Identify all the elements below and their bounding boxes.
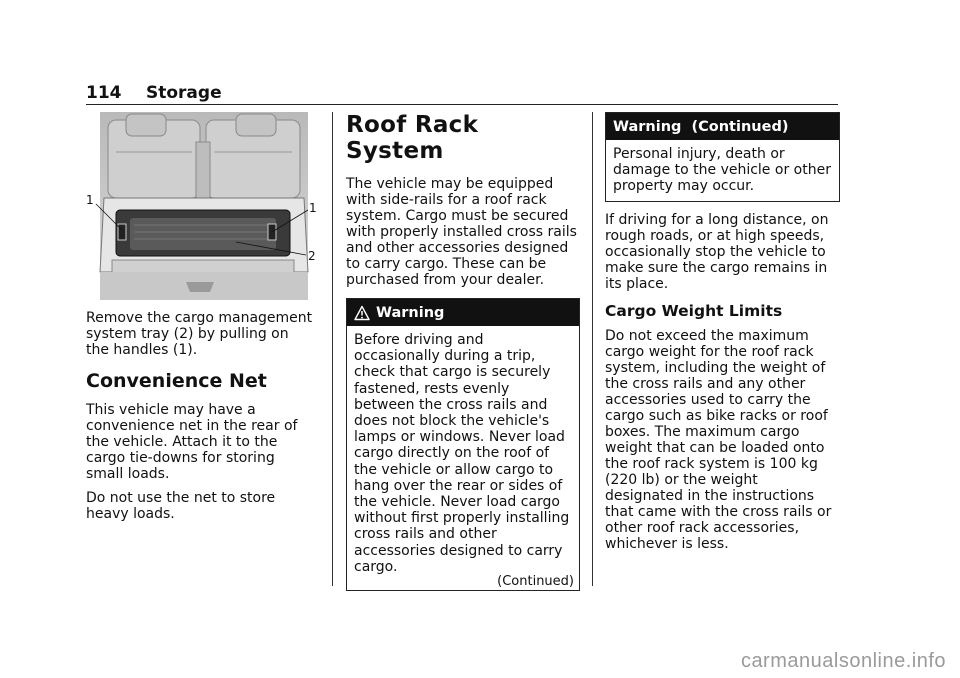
heading-cargo-weight-limits: Cargo Weight Limits	[605, 301, 783, 320]
page-number: 114	[86, 83, 122, 103]
callout-tray: 2	[308, 249, 316, 263]
cargo-tray-figure	[86, 112, 317, 300]
convenience-net-paragraph-2: Do not use the net to store heavy loads.	[86, 490, 276, 522]
callout-handle-left: 1	[86, 193, 94, 207]
heading-roof-rack-system: Roof Rack System	[346, 112, 479, 164]
cargo-area-photo	[86, 112, 314, 300]
cargo-weight-paragraph: Do not exceed the maximum cargo weight for the roof rack system, including the weight of the cross rails and any other accessories used to carry the cargo such as bike racks or roof boxes. The maximum cargo weight that can be loaded onto the roof rack system is 100 kg (220 lb) or the weight designated in the instructions that came with the cross rails or other roof rack accessories, whichever is less.	[605, 327, 832, 552]
page-header	[86, 80, 838, 105]
section-title: Storage	[146, 83, 222, 103]
callout-handle-right: 1	[309, 201, 317, 215]
warning-header	[347, 299, 579, 326]
warning-continued-label: (Continued)	[497, 574, 574, 590]
warning-body: Before driving and occasionally during a trip, check that cargo is securely fastened, rests evenly between the cross rails and does not block the vehicle's lamps or windows. Never load cargo directly on the roof of the vehicle or allow cargo to hang over the rear or sides of the vehicle. Never load cargo without first properly installing cross rails and other accessories designed to carry cargo.	[354, 332, 570, 575]
warning-continued-body: Personal injury, death or damage to the vehicle or other property may occur.	[613, 146, 831, 195]
column-divider-left	[332, 112, 333, 586]
warning-triangle-icon	[354, 305, 370, 321]
warning-continued-title: Warning (Continued)	[613, 119, 789, 135]
column-divider-right	[592, 112, 593, 586]
warning-box	[346, 298, 580, 591]
heading-convenience-net: Convenience Net	[86, 370, 267, 392]
column-2	[346, 112, 580, 601]
warning-continued-header	[606, 113, 839, 140]
convenience-net-paragraph-1: This vehicle may have a convenience net in the rear of the vehicle. Attach it to the cargo tie-downs for storing small loads.	[86, 402, 298, 482]
long-distance-paragraph: If driving for a long distance, on rough roads, or at high speeds, occasionally stop the vehicle to make sure the cargo remains in its place.	[605, 211, 829, 292]
roof-rack-paragraph: The vehicle may be equipped with side-rails for a roof rack system. Cargo must be secured with properly installed cross rails and other accessories designed to carry cargo. These can be purchased from your dealer.	[346, 176, 577, 288]
warning-title: Warning	[376, 305, 445, 321]
warning-continued-box	[605, 112, 840, 202]
watermark-text: carmanualsonline.info	[740, 650, 946, 672]
figure-caption: Remove the cargo management system tray (2) by pulling on the handles (1).	[86, 310, 313, 358]
column-1	[86, 112, 317, 530]
column-3	[605, 112, 840, 560]
